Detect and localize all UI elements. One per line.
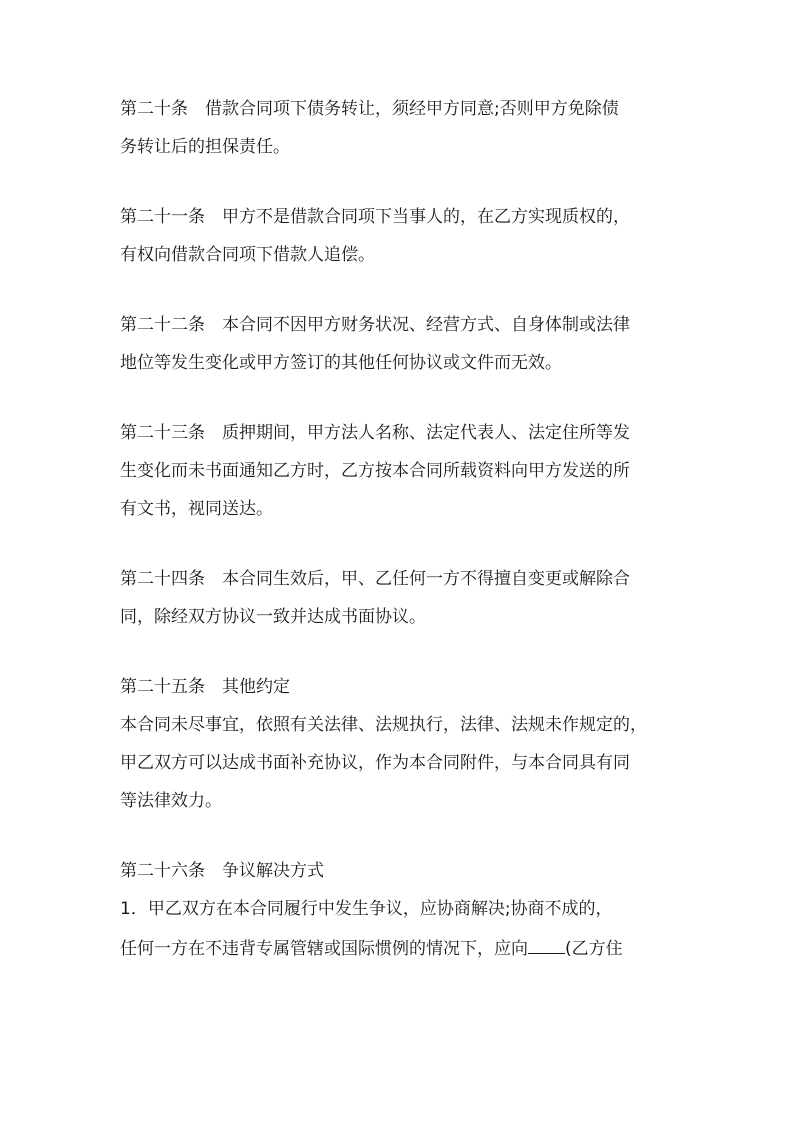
article-24-line-1: 第二十四条 本合同生效后，甲、乙任何一方不得擅自变更或解除合 xyxy=(120,569,630,589)
article-22 xyxy=(120,314,676,374)
article-20-line-2: 务转让后的担保责任。 xyxy=(120,137,290,157)
paragraph-gap xyxy=(120,536,676,568)
article-20-line-1: 第二十条 借款合同项下债务转让，须经甲方同意;否则甲方免除债 xyxy=(120,99,619,119)
paragraph-gap xyxy=(120,282,676,314)
article-25-line-2: 本合同未尽事宜，依照有关法律、法规执行，法律、法规未作规定的， xyxy=(120,715,647,735)
article-22-line-1: 第二十二条 本合同不因甲方财务状况、经营方式、自身体制或法律 xyxy=(120,315,630,335)
paragraph-gap xyxy=(120,174,676,206)
article-25-heading: 第二十五条 其他约定 xyxy=(120,677,290,697)
article-26-line-2: 1．甲乙双方在本合同履行中发生争议，应协商解决;协商不成的， xyxy=(120,899,613,919)
article-22-line-2: 地位等发生变化或甲方签订的其他任何协议或文件而无效。 xyxy=(120,353,562,373)
article-24-line-2: 同，除经双方协议一致并达成书面协议。 xyxy=(120,607,426,627)
article-20 xyxy=(120,98,676,158)
paragraph-gap xyxy=(120,644,676,676)
article-25 xyxy=(120,676,676,812)
article-21 xyxy=(120,206,676,266)
article-26-line-3-text: 任何一方在不违背专属管辖或国际惯例的情况下，应向 xyxy=(120,939,528,959)
article-23-line-2: 生变化而未书面通知乙方时，乙方按本合同所载资料向甲方发送的所 xyxy=(120,461,630,481)
paragraph-gap xyxy=(120,390,676,422)
article-23-line-3: 有文书，视同送达。 xyxy=(120,499,273,519)
article-26 xyxy=(120,860,676,958)
article-26-line-3-tail: (乙方住 xyxy=(565,939,623,959)
article-21-line-2: 有权向借款合同项下借款人追偿。 xyxy=(120,245,375,265)
article-25-line-4: 等法律效力。 xyxy=(120,791,222,811)
article-24 xyxy=(120,568,676,628)
document-body xyxy=(120,98,676,974)
article-26-line-3 xyxy=(120,936,676,958)
article-23-line-1: 第二十三条 质押期间，甲方法人名称、法定代表人、法定住所等发 xyxy=(120,423,630,443)
article-23 xyxy=(120,422,676,520)
article-21-line-1: 第二十一条 甲方不是借款合同项下当事人的，在乙方实现质权的， xyxy=(120,207,630,227)
article-25-line-3: 甲乙双方可以达成书面补充协议，作为本合同附件，与本合同具有同 xyxy=(120,753,630,773)
article-26-heading: 第二十六条 争议解决方式 xyxy=(120,861,324,881)
fill-in-blank[interactable] xyxy=(528,936,565,954)
paragraph-gap xyxy=(120,828,676,860)
